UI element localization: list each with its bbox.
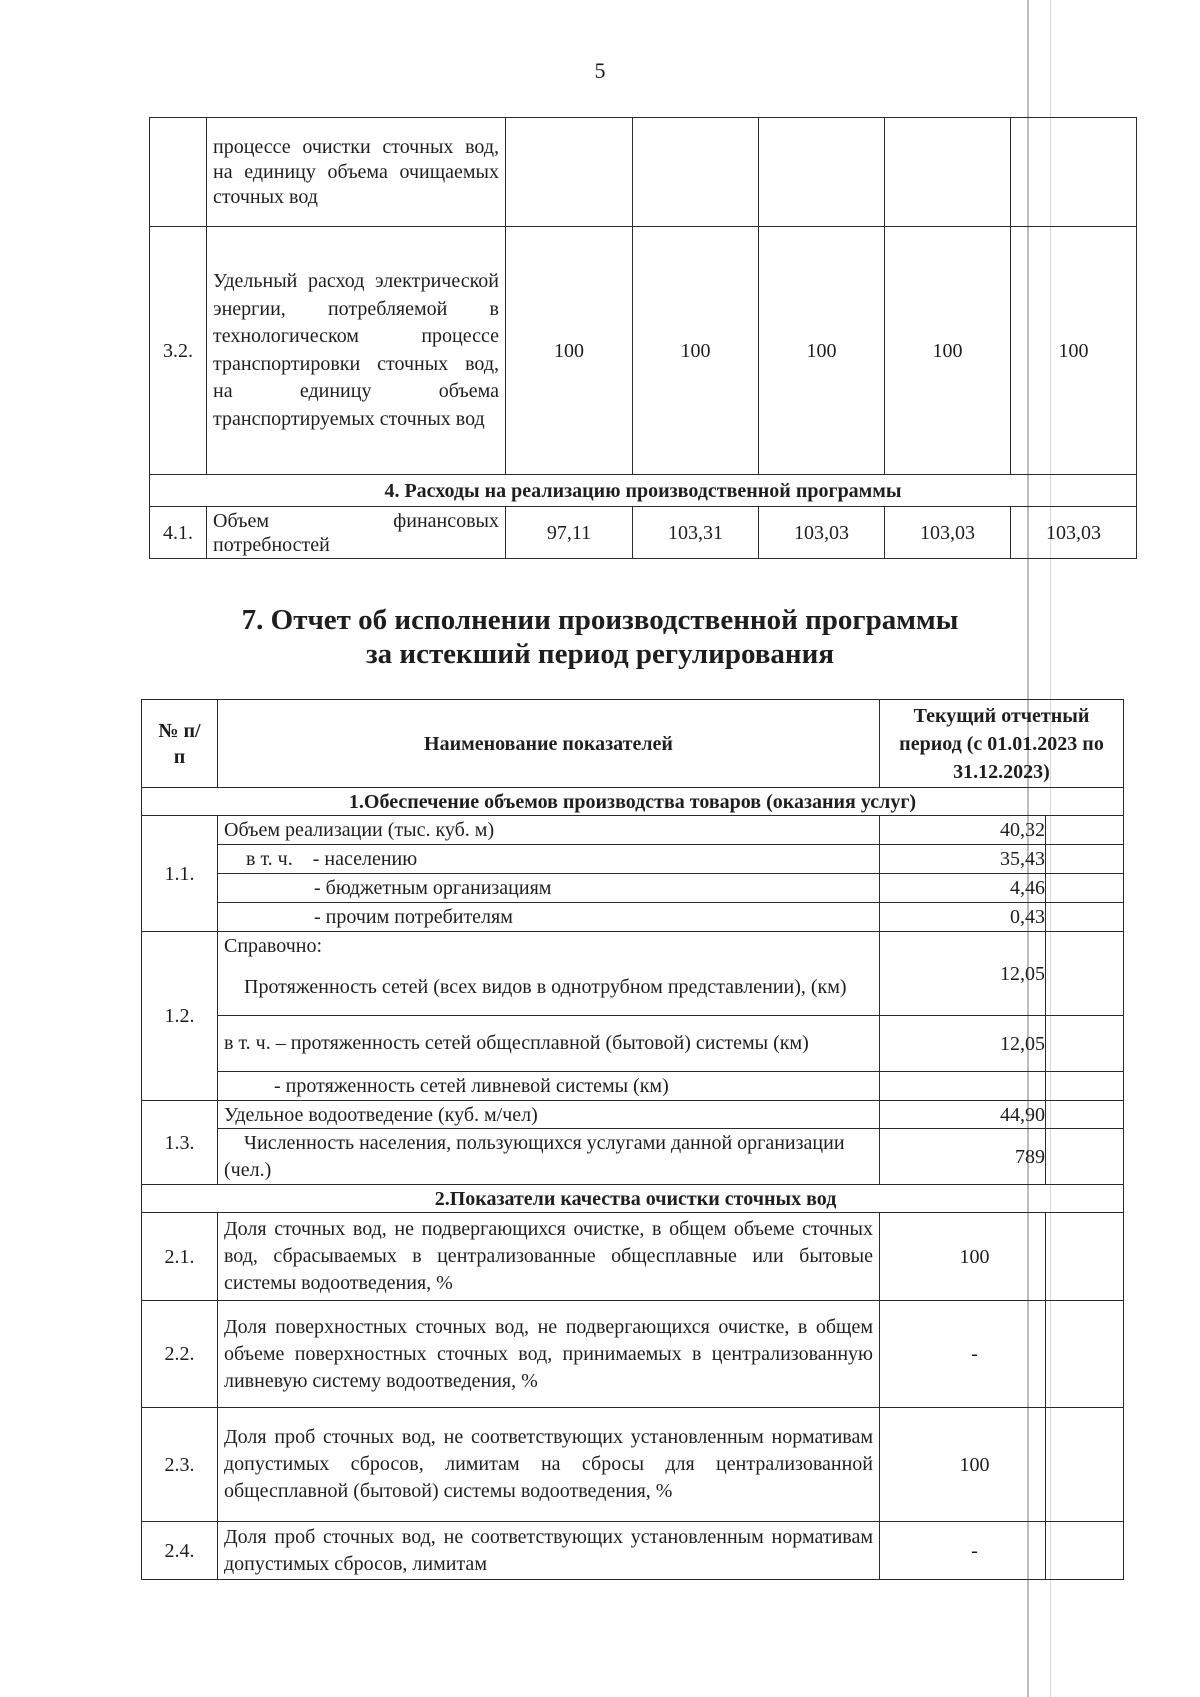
row-number: 2.2.	[142, 1301, 218, 1408]
value-cell: 97,11	[506, 507, 633, 559]
value-cell: 4,46	[880, 874, 1046, 903]
header-number: № п/п	[142, 700, 218, 788]
value-cell: 100	[759, 227, 885, 475]
row-number: 1.1.	[142, 816, 218, 932]
value-cell	[759, 118, 885, 227]
value-cell	[506, 118, 633, 227]
table-row	[142, 1129, 1124, 1185]
value-cell: 40,32	[880, 816, 1046, 845]
value-cell: 103,03	[885, 507, 1011, 559]
section-row	[142, 788, 1124, 816]
value-cell: 103,03	[759, 507, 885, 559]
value-cell	[633, 118, 759, 227]
table-row	[142, 1072, 1124, 1101]
indicator-name	[218, 960, 880, 1016]
table-row	[142, 816, 1124, 845]
section-heading: 2.Показатели качества очистки сточных вод	[142, 1185, 1124, 1213]
value-cell: 789	[880, 1129, 1046, 1185]
table-row	[142, 1101, 1124, 1129]
empty-cell	[1046, 816, 1124, 845]
value-cell: 12,05	[880, 1016, 1046, 1072]
table-row	[150, 118, 1137, 227]
empty-cell	[1046, 845, 1124, 874]
report-table	[141, 699, 1124, 1580]
indicator-name: Объем реализации (тыс. куб. м)	[218, 816, 880, 845]
empty-cell	[1046, 903, 1124, 932]
table-row	[142, 874, 1124, 903]
section-title: 7. Отчет об исполнении производственной программы	[241, 604, 959, 636]
table-row	[142, 1301, 1124, 1408]
value-cell: -	[880, 1301, 1046, 1408]
row-number: 3.2.	[150, 227, 207, 475]
empty-cell	[1046, 1213, 1124, 1301]
value-cell: 12,05	[880, 932, 1046, 1016]
empty-cell	[1046, 1301, 1124, 1408]
empty-cell	[1046, 874, 1124, 903]
table-row	[142, 1016, 1124, 1072]
table-row	[142, 1213, 1124, 1301]
section-heading: 4. Расходы на реализацию производственной программы	[150, 475, 1137, 507]
value-cell: 103,31	[633, 507, 759, 559]
indicator-name: Объем финансовых потребностей	[207, 507, 506, 559]
row-number: 4.1.	[150, 507, 207, 559]
empty-cell	[1046, 932, 1124, 1016]
indicator-name: - прочим потребителям	[218, 903, 880, 932]
value-cell	[1011, 118, 1137, 227]
header-row	[142, 700, 1124, 788]
empty-cell	[1046, 1101, 1124, 1129]
empty-cell	[1046, 1408, 1124, 1522]
value-cell: 0,43	[880, 903, 1046, 932]
page-number: 5	[594, 58, 606, 83]
value-cell: 100	[880, 1408, 1046, 1522]
table-row	[150, 227, 1137, 475]
value-cell: 100	[1011, 227, 1137, 475]
empty-cell	[1046, 1072, 1124, 1101]
table-row	[142, 1408, 1124, 1522]
row-number: 1.3.	[142, 1101, 218, 1185]
indicator-name: Доля проб сточных вод, не соответствующих установленным нормативам допустимых сбросов, лимитам	[218, 1522, 880, 1580]
indicator-name: - бюджетным организациям	[218, 874, 880, 903]
indicator-name: Доля проб сточных вод, не соответствующих установленным нормативам допустимых сбросов, лимитам на сбросы для централизованной общесплавной (бытовой) системы водоотведения, %	[218, 1408, 880, 1522]
indicator-name: Доля сточных вод, не подвергающихся очистке, в общем объеме сточных вод, сбрасываемых в централизованные общесплавные или бытовые системы водоотведения, %	[218, 1213, 880, 1301]
row-number: 2.3.	[142, 1408, 218, 1522]
value-cell: 44,90	[880, 1101, 1046, 1129]
indicator-text: Численность населения, пользующихся услугами данной организации (чел.)	[224, 1131, 845, 1181]
value-cell	[880, 1072, 1046, 1101]
value-cell: 100	[880, 1213, 1046, 1301]
value-cell: 35,43	[880, 845, 1046, 874]
empty-cell	[1046, 1129, 1124, 1185]
row-number: 2.4.	[142, 1522, 218, 1580]
indicator-name: Удельный расход электрической энергии, потребляемой в технологическом процессе транспортировки сточных вод, на единицу объема транспортируемых сточных вод	[207, 227, 506, 475]
row-number: 2.1.	[142, 1213, 218, 1301]
value-cell: -	[880, 1522, 1046, 1580]
indicator-text: Протяженность сетей (всех видов в однотрубном представлении), (км)	[244, 975, 847, 998]
reference-label: Справочно:	[218, 932, 880, 960]
indicator-name: Удельное водоотведение (куб. м/чел)	[218, 1101, 880, 1129]
table-row	[142, 1522, 1124, 1580]
indicator-name	[218, 1129, 880, 1185]
value-cell	[885, 118, 1011, 227]
header-name: Наименование показателей	[218, 700, 880, 788]
section-row	[142, 1185, 1124, 1213]
value-cell: 100	[506, 227, 633, 475]
section-subtitle: за истекший период регулирования	[365, 638, 835, 670]
indicator-name: в т. ч. - населению	[218, 845, 880, 874]
indicator-name: процессе очистки сточных вод, на единицу объема очищаемых сточных вод	[207, 118, 506, 227]
row-number	[150, 118, 207, 227]
indicators-table-continued	[149, 117, 1137, 559]
table-row	[142, 903, 1124, 932]
row-number: 1.2.	[142, 932, 218, 1101]
value-cell: 103,03	[1011, 507, 1137, 559]
table-row	[142, 845, 1124, 874]
table-row	[142, 932, 1124, 960]
empty-cell	[1046, 1016, 1124, 1072]
value-cell: 100	[633, 227, 759, 475]
indicator-name: в т. ч. – протяженность сетей общесплавной (бытовой) системы (км)	[218, 1016, 880, 1072]
header-period: Текущий отчетный период (с 01.01.2023 по 31.12.2023)	[880, 700, 1124, 788]
section-heading: 1.Обеспечение объемов производства товаров (оказания услуг)	[142, 788, 1124, 816]
table-row	[150, 507, 1137, 559]
value-cell: 100	[885, 227, 1011, 475]
indicator-name: - протяженность сетей ливневой системы (км)	[218, 1072, 880, 1101]
indicator-name: Доля поверхностных сточных вод, не подвергающихся очистке, в общем объеме поверхностных сточных вод, принимаемых в централизованную ливневую систему водоотведения, %	[218, 1301, 880, 1408]
section-row	[150, 475, 1137, 507]
empty-cell	[1046, 1522, 1124, 1580]
